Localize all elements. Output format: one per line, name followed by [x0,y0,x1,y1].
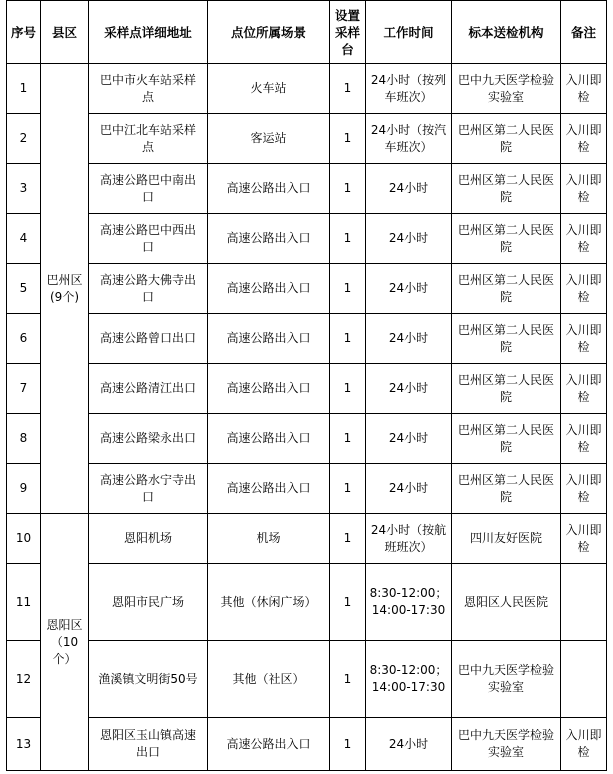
table-row [7,264,607,314]
cell-hours: 8:30-12:00；14:00-17:30 [366,564,452,641]
cell-seq: 6 [7,314,41,364]
table-row [7,314,607,364]
cell-note: 入川即检 [561,464,607,514]
cell-address: 恩阳机场 [89,514,208,564]
header-county: 县区 [41,1,89,64]
cell-scene: 其他（社区） [208,641,330,718]
cell-hours: 24小时 [366,214,452,264]
table-row [7,564,607,641]
cell-note: 入川即检 [561,364,607,414]
cell-hours: 24小时 [366,414,452,464]
cell-lab: 巴中九天医学检验实验室 [452,641,561,718]
cell-count: 1 [330,564,366,641]
cell-seq: 5 [7,264,41,314]
cell-address: 高速公路清江出口 [89,364,208,414]
cell-seq: 11 [7,564,41,641]
cell-lab: 巴州区第二人民医院 [452,114,561,164]
header-hours: 工作时间 [366,1,452,64]
cell-lab: 巴中九天医学检验实验室 [452,718,561,771]
cell-hours: 24小时 [366,464,452,514]
cell-address: 巴中市火车站采样点 [89,64,208,114]
cell-count: 1 [330,464,366,514]
cell-hours: 24小时 [366,364,452,414]
cell-seq: 3 [7,164,41,214]
cell-address: 高速公路水宁寺出口 [89,464,208,514]
cell-address: 巴中江北车站采样点 [89,114,208,164]
table-row [7,364,607,414]
cell-note: 入川即检 [561,64,607,114]
cell-scene: 客运站 [208,114,330,164]
header-lab: 标本送检机构 [452,1,561,64]
cell-seq: 7 [7,364,41,414]
header-count: 设置采样台 [330,1,366,64]
table-row [7,414,607,464]
cell-note: 入川即检 [561,314,607,364]
cell-hours: 24小时 [366,164,452,214]
cell-lab: 四川友好医院 [452,514,561,564]
table-row [7,114,607,164]
table-header-row [7,1,607,64]
cell-address: 恩阳市民广场 [89,564,208,641]
cell-scene: 高速公路出入口 [208,718,330,771]
cell-address: 高速公路大佛寺出口 [89,264,208,314]
cell-scene: 高速公路出入口 [208,414,330,464]
cell-address: 高速公路巴中西出口 [89,214,208,264]
cell-count: 1 [330,64,366,114]
county-bazhou: 巴州区(9个) [41,64,89,514]
cell-hours: 24小时（按航班班次） [366,514,452,564]
cell-lab: 巴州区第二人民医院 [452,364,561,414]
cell-count: 1 [330,364,366,414]
cell-address: 恩阳区玉山镇高速出口 [89,718,208,771]
cell-note: 入川即检 [561,718,607,771]
cell-count: 1 [330,164,366,214]
cell-note: 入川即检 [561,264,607,314]
cell-scene: 机场 [208,514,330,564]
cell-lab: 巴州区第二人民医院 [452,314,561,364]
cell-seq: 2 [7,114,41,164]
cell-address: 渔溪镇文明街50号 [89,641,208,718]
cell-seq: 12 [7,641,41,718]
cell-count: 1 [330,414,366,464]
cell-note: 入川即检 [561,214,607,264]
table-row [7,514,607,564]
cell-scene: 高速公路出入口 [208,464,330,514]
cell-hours: 8:30-12:00；14:00-17:30 [366,641,452,718]
cell-lab: 巴州区第二人民医院 [452,214,561,264]
cell-count: 1 [330,214,366,264]
cell-scene: 高速公路出入口 [208,214,330,264]
cell-scene: 其他（休闲广场） [208,564,330,641]
cell-note: 入川即检 [561,114,607,164]
table-row [7,641,607,718]
cell-seq: 8 [7,414,41,464]
cell-lab: 恩阳区人民医院 [452,564,561,641]
cell-note: 入川即检 [561,164,607,214]
cell-address: 高速公路巴中南出口 [89,164,208,214]
cell-count: 1 [330,718,366,771]
cell-scene: 高速公路出入口 [208,364,330,414]
cell-seq: 1 [7,64,41,114]
cell-scene: 高速公路出入口 [208,314,330,364]
cell-scene: 高速公路出入口 [208,164,330,214]
cell-seq: 10 [7,514,41,564]
cell-lab: 巴中九天医学检验实验室 [452,64,561,114]
cell-lab: 巴州区第二人民医院 [452,414,561,464]
cell-hours: 24小时 [366,718,452,771]
cell-lab: 巴州区第二人民医院 [452,264,561,314]
cell-note: 入川即检 [561,514,607,564]
header-address: 采样点详细地址 [89,1,208,64]
cell-hours: 24小时（按列车班次） [366,64,452,114]
cell-seq: 4 [7,214,41,264]
cell-count: 1 [330,641,366,718]
cell-count: 1 [330,114,366,164]
table-row [7,214,607,264]
table-row [7,64,607,114]
cell-count: 1 [330,514,366,564]
cell-note [561,641,607,718]
cell-address: 高速公路曾口出口 [89,314,208,364]
table-row [7,718,607,771]
header-scene: 点位所属场景 [208,1,330,64]
cell-hours: 24小时 [366,314,452,364]
cell-hours: 24小时（按汽车班次） [366,114,452,164]
cell-hours: 24小时 [366,264,452,314]
sampling-sites-table [6,0,607,771]
cell-count: 1 [330,314,366,364]
table-row [7,464,607,514]
cell-lab: 巴州区第二人民医院 [452,464,561,514]
cell-seq: 13 [7,718,41,771]
cell-seq: 9 [7,464,41,514]
county-enyang: 恩阳区（10个） [41,514,89,771]
table-row [7,164,607,214]
cell-note: 入川即检 [561,414,607,464]
header-note: 备注 [561,1,607,64]
header-seq: 序号 [7,1,41,64]
cell-lab: 巴州区第二人民医院 [452,164,561,214]
cell-note [561,564,607,641]
cell-count: 1 [330,264,366,314]
cell-scene: 高速公路出入口 [208,264,330,314]
cell-scene: 火车站 [208,64,330,114]
cell-address: 高速公路梁永出口 [89,414,208,464]
